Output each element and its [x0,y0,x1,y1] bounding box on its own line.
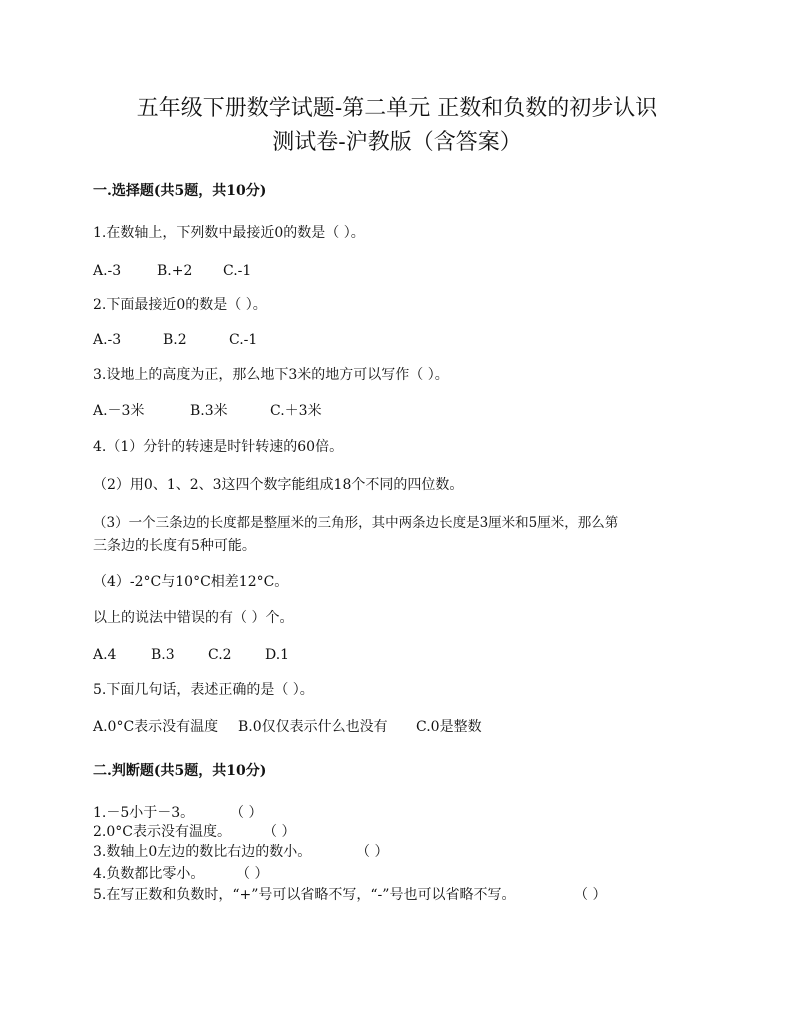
option-a: A.4 [93,647,117,663]
option-b: B.0仅仅表示什么也没有 [238,719,388,735]
option-c: C.2 [208,647,232,663]
option-d: D.1 [265,647,290,663]
question-1-options [93,262,251,280]
question-1-stem: 1.在数轴上，下列数中最接近0的数是（ ）。 [93,225,365,241]
question-4-options [93,646,289,664]
answer-bracket: （ ） [263,824,296,840]
judge-item-3 [93,843,388,861]
question-2-options [93,331,257,349]
option-a: A.-3 [93,263,122,279]
option-c: C.＋3米 [270,403,322,419]
judge-item-text: 1.－5小于－3。 [93,805,195,821]
section-1-heading: 一.选择题(共5题，共10分) [93,183,267,199]
option-b: B.3米 [190,403,228,419]
option-a: A.－3米 [93,403,145,419]
answer-bracket: （ ） [356,844,389,860]
judge-item-1 [93,804,262,822]
judge-item-text: 2.0°C表示没有温度。 [93,824,231,840]
question-4-statement-3: （3）一个三条边的长度都是整厘米的三角形，其中两条边长度是3厘米和5厘米，那么第 [93,515,619,531]
option-b: B.2 [163,332,187,348]
judge-item-4 [93,865,268,883]
option-a: A.-3 [93,332,122,348]
option-c: C.-1 [229,332,258,348]
option-b: B.+2 [157,263,193,279]
question-3-options [93,402,322,420]
title-line-1: 五年级下册数学试题-第二单元 正数和负数的初步认识 [136,96,658,121]
answer-bracket: （ ） [574,887,607,903]
answer-bracket: （ ） [236,866,269,882]
question-5-options [93,718,482,736]
question-4-statement-4: （4）-2°C与10°C相差12°C。 [93,574,289,590]
title-line-2: 测试卷-沪教版（含答案） [272,130,522,155]
question-4-statement-2: （2）用0、1、2、3这四个数字能组成18个不同的四位数。 [93,477,464,493]
option-c: C.-1 [223,263,252,279]
question-4-question: 以上的说法中错误的有（ ）个。 [93,610,294,626]
judge-item-text: 4.负数都比零小。 [93,866,205,882]
answer-bracket: （ ） [230,805,263,821]
question-2-stem: 2.下面最接近0的数是（ ）。 [93,297,267,313]
judge-item-5 [93,886,606,904]
option-c: C.0是整数 [416,719,482,735]
judge-item-text: 3.数轴上0左边的数比右边的数小。 [93,844,312,860]
option-b: B.3 [151,647,175,663]
judge-item-2 [93,823,295,841]
option-a: A.0°C表示没有温度 [93,719,219,735]
question-4-statement-1: 4.（1）分针的转速是时针转速的60倍。 [93,439,344,455]
question-4-statement-3-cont: 三条边的长度有5种可能。 [93,538,256,554]
question-5-stem: 5.下面几句话，表述正确的是（ ）。 [93,682,314,698]
section-2-heading: 二.判断题(共5题，共10分) [93,763,267,779]
question-3-stem: 3.设地上的高度为正，那么地下3米的地方可以写作（ ）。 [93,367,449,383]
judge-item-text: 5.在写正数和负数时，“+”号可以省略不写，“-”号也可以省略不写。 [93,887,516,903]
